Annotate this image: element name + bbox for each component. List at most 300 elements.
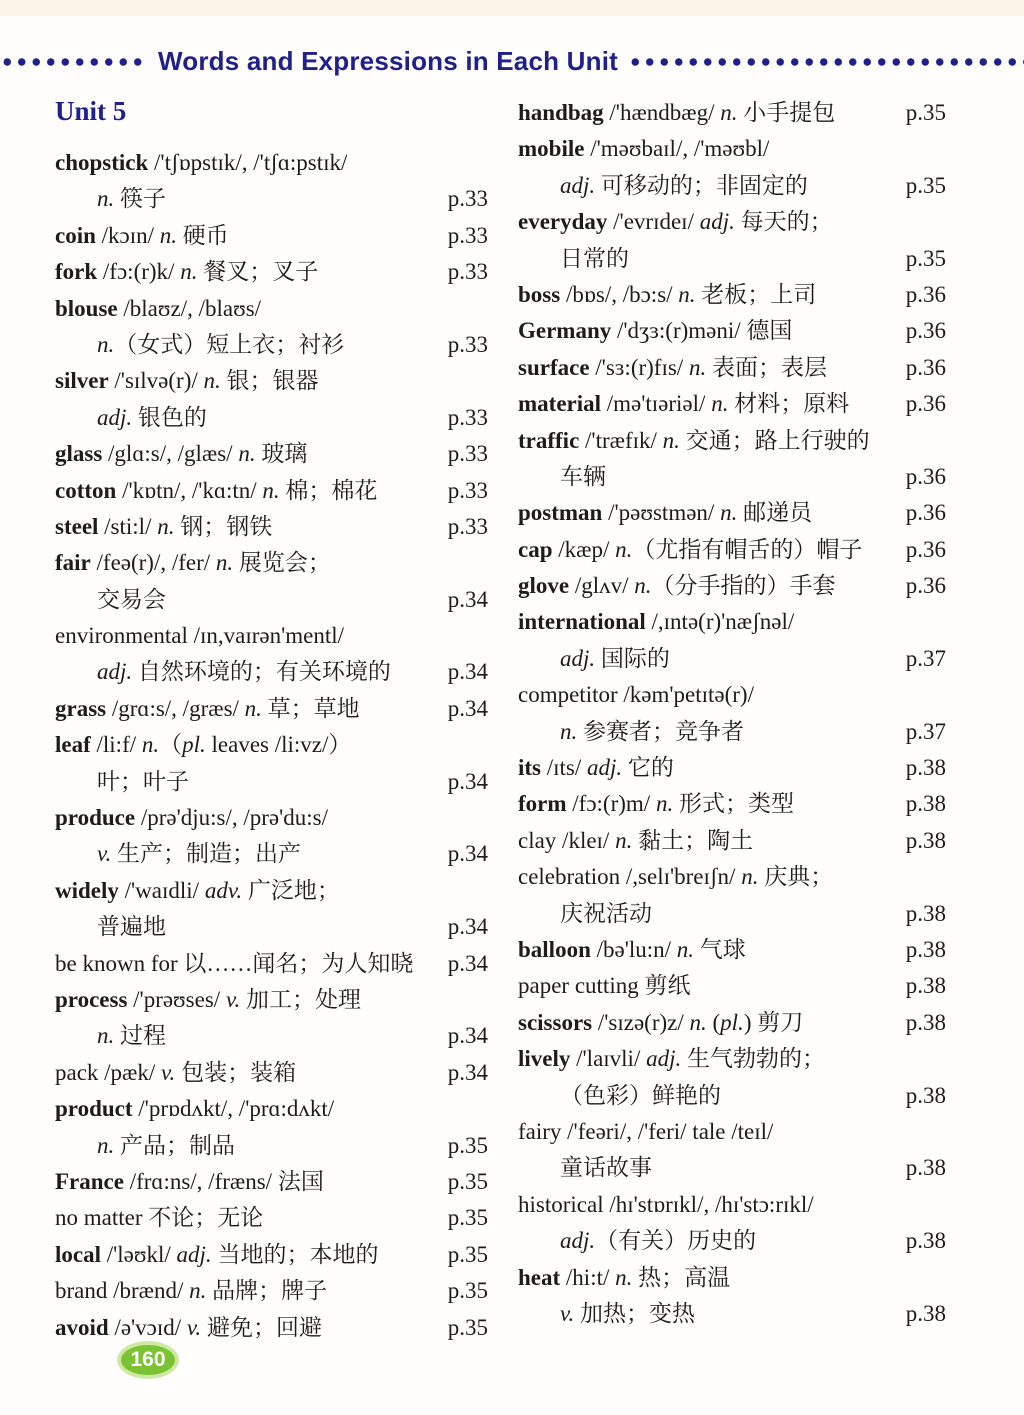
- page-number-badge: [117, 1341, 179, 1379]
- entry-detail: 硬币: [177, 222, 229, 248]
- entry-text: [55, 836, 301, 872]
- entry-text: [518, 823, 753, 859]
- word-line: [518, 1150, 946, 1186]
- entry-word: steel: [55, 513, 99, 539]
- entry-word: grass: [55, 695, 107, 721]
- entry-text: [55, 873, 340, 909]
- entry-word: lively: [518, 1046, 571, 1072]
- entry-detail: /,ɪntə(r)'næʃnəl/: [645, 609, 795, 635]
- entry-text: [55, 145, 347, 181]
- word-line: [518, 1260, 946, 1296]
- entry-detail: 加工；处理: [240, 986, 361, 1012]
- entry-text: [518, 604, 794, 640]
- entry-detail: 银色的: [132, 404, 207, 430]
- entry-text: [55, 181, 166, 217]
- entry-detail: 品牌；牌子: [206, 1278, 328, 1304]
- word-line: [55, 254, 488, 290]
- entry-detail: 老板；上司: [695, 281, 817, 307]
- entry-detail: 餐叉；叉子: [197, 259, 319, 285]
- entry-detail: /'prəʊses/: [127, 986, 226, 1012]
- entry-word: fork: [55, 259, 98, 285]
- entry-text: [518, 423, 870, 459]
- entry-detail: /'dʒɜ:(r)məni/ 德国: [611, 318, 793, 344]
- word-line: [518, 386, 946, 422]
- page-ref: p.33: [447, 477, 488, 503]
- entry-text: [518, 677, 754, 713]
- word-line: [55, 509, 488, 545]
- entry-text: [55, 363, 319, 399]
- part-of-speech: n.: [655, 791, 674, 817]
- entry-text: [518, 350, 827, 386]
- unit-heading: Unit 5: [55, 96, 127, 126]
- entry-detail: 生气勃勃的；: [681, 1046, 825, 1072]
- entry-detail: 形式；类型: [673, 791, 794, 817]
- word-line: [518, 495, 946, 531]
- page-ref: p.35: [447, 1278, 488, 1304]
- word-line: [55, 1128, 488, 1164]
- word-line: [55, 1200, 488, 1236]
- entry-detail: ) 剪刀: [743, 1009, 804, 1035]
- entry-detail: 材料；原料: [728, 391, 850, 417]
- entry-text: [518, 495, 812, 531]
- entry-word: blouse: [55, 295, 118, 321]
- entry-detail: /feə(r)/, /fer/: [90, 550, 216, 576]
- word-line: [55, 327, 488, 363]
- word-line: [518, 95, 946, 131]
- entry-text: [55, 1164, 324, 1200]
- entry-text: [518, 313, 792, 349]
- word-line: [518, 1041, 946, 1077]
- page-ref: p.36: [905, 500, 946, 526]
- part-of-speech: n.: [662, 427, 680, 453]
- entry-detail: 广泛地；: [242, 877, 340, 903]
- word-line: [55, 436, 488, 472]
- word-list-right: [518, 95, 946, 1332]
- page-ref: p.37: [905, 718, 946, 744]
- entry-detail: 普遍地: [97, 914, 166, 940]
- entry-detail: 棉；棉花: [279, 477, 378, 503]
- part-of-speech: n.: [97, 186, 115, 212]
- page-ref: p.36: [905, 281, 946, 307]
- word-line: [55, 545, 488, 581]
- page-ref: p.38: [905, 755, 946, 781]
- entry-detail: 筷子: [114, 186, 166, 212]
- entry-word: silver: [55, 368, 109, 394]
- entry-detail: no matter 不论；无论: [55, 1205, 264, 1231]
- part-of-speech: n.: [615, 827, 633, 853]
- entry-detail: paper cutting 剪纸: [518, 973, 691, 999]
- entry-detail: 包装；装箱: [175, 1059, 297, 1085]
- entry-detail: be known for 以……闻名；为人知晓: [55, 950, 414, 976]
- page-ref: p.35: [447, 1205, 488, 1231]
- entry-detail: 当地的；本地的: [211, 1241, 379, 1267]
- part-of-speech: n.: [97, 1023, 115, 1049]
- word-line: [518, 168, 946, 204]
- entry-detail: environmental /ɪn,vaɪrən'mentl/: [55, 623, 345, 649]
- page-ref: p.38: [905, 1082, 946, 1108]
- entry-text: [55, 909, 166, 945]
- entry-detail: 邮递员: [737, 500, 813, 526]
- part-of-speech: n.: [141, 732, 160, 758]
- entry-detail: /frɑ:ns/, /fræns/ 法国: [123, 1168, 324, 1194]
- entry-detail: /'prɒdʌkt/, /'prɑ:dʌkt/: [132, 1096, 335, 1122]
- entry-text: [518, 968, 690, 1004]
- entry-word: process: [55, 986, 128, 1012]
- entry-word: heat: [518, 1264, 561, 1290]
- page-header: [0, 46, 1024, 77]
- entry-detail: 过程: [114, 1023, 166, 1049]
- entry-text: [55, 764, 189, 800]
- left-column: [55, 92, 488, 1346]
- part-of-speech: n.: [159, 222, 178, 248]
- right-column: [518, 95, 946, 1332]
- page-ref: p.38: [905, 973, 946, 999]
- part-of-speech: adj.: [97, 404, 133, 430]
- word-line: [518, 423, 946, 459]
- page-ref: p.36: [905, 573, 946, 599]
- page-ref: p.33: [447, 441, 488, 467]
- part-of-speech: adj.: [176, 1241, 212, 1267]
- page-ref: p.33: [447, 404, 488, 430]
- entry-text: [518, 1114, 773, 1150]
- entry-word: leaf: [55, 732, 91, 758]
- entry-word: fair: [55, 550, 91, 576]
- word-line: [55, 473, 488, 509]
- part-of-speech: pl.: [720, 1009, 744, 1035]
- entry-detail: 自然环境的；有关环境的: [132, 659, 391, 685]
- part-of-speech: n.: [203, 368, 221, 394]
- page-top-edge: [0, 0, 1024, 16]
- word-line: [518, 786, 946, 822]
- part-of-speech: adj.: [560, 1228, 596, 1254]
- entry-word: balloon: [518, 936, 591, 962]
- part-of-speech: pl.: [182, 732, 206, 758]
- page-ref: p.34: [447, 950, 488, 976]
- entry-text: [55, 218, 229, 254]
- entry-detail: 国际的: [595, 645, 670, 671]
- entry-detail: /'hændbæg/: [603, 100, 721, 125]
- entry-text: [518, 568, 836, 604]
- dotted-rule-right: [628, 57, 1024, 67]
- part-of-speech: n.: [678, 281, 696, 307]
- word-line: [518, 750, 946, 786]
- entry-detail: 黏土；陶土: [632, 827, 754, 853]
- entry-text: [518, 750, 674, 786]
- page-ref: p.36: [905, 463, 946, 489]
- page-ref: p.35: [905, 100, 946, 125]
- entry-word: material: [518, 391, 602, 417]
- page-ref: p.34: [447, 841, 488, 867]
- entry-text: [518, 714, 744, 750]
- word-line: [55, 1091, 488, 1127]
- word-line: [55, 1055, 488, 1091]
- entry-text: [518, 1187, 814, 1223]
- word-line: [518, 896, 946, 932]
- part-of-speech: adv.: [204, 877, 243, 903]
- entry-word: traffic: [518, 427, 580, 453]
- entry-detail: 车辆: [560, 463, 606, 489]
- page-ref: p.36: [905, 391, 946, 417]
- entry-text: [518, 532, 862, 568]
- entry-detail: 玻璃: [255, 441, 308, 467]
- page-ref: p.38: [905, 791, 946, 817]
- entry-detail: 它的: [622, 755, 674, 781]
- word-line: [55, 400, 488, 436]
- entry-detail: 产品；制品: [114, 1132, 235, 1158]
- word-line: [518, 1078, 946, 1114]
- entry-detail: celebration /,selɪ'breɪʃn/: [518, 864, 742, 890]
- entry-detail: 热；高温: [632, 1264, 731, 1290]
- entry-text: [55, 1273, 327, 1309]
- entry-detail: /hi:t/: [560, 1264, 616, 1290]
- part-of-speech: adj.: [97, 659, 133, 685]
- entry-text: [55, 1200, 263, 1236]
- entry-text: [518, 459, 606, 495]
- entry-word: everyday: [518, 209, 608, 235]
- entry-text: [55, 1128, 235, 1164]
- entry-word: glass: [55, 441, 103, 467]
- part-of-speech: n.: [720, 500, 738, 526]
- entry-detail: /'pəʊstmən/: [602, 500, 721, 526]
- entry-word: boss: [518, 281, 561, 307]
- part-of-speech: n.: [97, 1132, 115, 1158]
- page-ref: p.38: [905, 1228, 946, 1254]
- entry-word: international: [518, 609, 646, 635]
- entry-text: [55, 1055, 296, 1091]
- entry-text: [518, 1041, 825, 1077]
- entry-detail: 银；银器: [220, 368, 319, 394]
- entry-detail: （色彩）鲜艳的: [560, 1082, 721, 1108]
- entry-text: [55, 545, 331, 581]
- entry-text: [518, 204, 833, 240]
- entry-detail: /sti:l/: [98, 513, 158, 539]
- entry-detail: 叶；叶子: [97, 768, 189, 794]
- word-line: [518, 641, 946, 677]
- word-line: [518, 932, 946, 968]
- word-line: [518, 714, 946, 750]
- entry-text: [55, 691, 360, 727]
- part-of-speech: n.: [262, 477, 280, 503]
- entry-detail: 可移动的；非固定的: [595, 172, 808, 198]
- word-line: [518, 204, 946, 240]
- entry-detail: /'laɪvli/: [570, 1046, 647, 1072]
- entry-detail: 每天的；: [734, 209, 833, 235]
- page-number: 160: [130, 1348, 166, 1371]
- entry-word: avoid: [55, 1314, 109, 1340]
- word-line: [55, 909, 488, 945]
- entry-text: [55, 618, 344, 654]
- word-line: [55, 218, 488, 254]
- word-line: [518, 823, 946, 859]
- entry-word: France: [55, 1168, 124, 1194]
- word-line: [55, 1237, 488, 1273]
- entry-word: local: [55, 1241, 101, 1267]
- word-line: [518, 241, 946, 277]
- part-of-speech: n.: [615, 1264, 633, 1290]
- entry-detail: （: [159, 732, 183, 758]
- entry-word: glove: [518, 573, 570, 599]
- word-line: [518, 568, 946, 604]
- entry-word: Germany: [518, 318, 612, 344]
- entry-detail: /'sɜ:(r)fɪs/: [589, 354, 689, 380]
- entry-detail: （有关）历史的: [595, 1228, 757, 1254]
- entry-detail: 庆典；: [758, 864, 834, 890]
- page-ref: p.38: [905, 1300, 946, 1326]
- entry-text: [55, 582, 166, 618]
- entry-word: surface: [518, 354, 590, 380]
- part-of-speech: n.: [741, 864, 759, 890]
- entry-detail: /li:f/: [90, 732, 142, 758]
- word-line: [55, 654, 488, 690]
- entry-word: widely: [55, 877, 119, 903]
- entry-word: postman: [518, 500, 603, 526]
- entry-text: [55, 727, 351, 763]
- entry-text: [55, 1091, 334, 1127]
- entry-detail: 气球: [694, 936, 746, 962]
- entry-detail: /fɔ:(r)m/: [566, 791, 656, 817]
- entry-detail: competitor /kəm'petɪtə(r)/: [518, 682, 754, 708]
- word-line: [518, 532, 946, 568]
- entry-text: [55, 400, 207, 436]
- entry-detail: 庆祝活动: [560, 900, 652, 926]
- entry-detail: （尤指有帽舌的）帽子: [632, 536, 863, 562]
- entry-word: chopstick: [55, 150, 149, 175]
- entry-word: its: [518, 755, 541, 781]
- entry-detail: /'tʃɒpstɪk/, /'tʃɑ:pstɪk/: [148, 150, 348, 175]
- entry-detail: /blaʊz/, /blaʊs/: [117, 295, 262, 321]
- entry-detail: /'waɪdli/: [118, 877, 205, 903]
- entry-detail: /glʌv/: [569, 573, 635, 599]
- entry-text: [518, 168, 808, 204]
- entry-word: mobile: [518, 136, 585, 162]
- page-ref: p.35: [905, 172, 946, 198]
- page-ref: p.34: [447, 768, 488, 794]
- entry-detail: /'evrɪdeɪ/: [607, 209, 700, 235]
- word-line: [55, 618, 488, 654]
- entry-text: [518, 932, 746, 968]
- entry-text: [55, 473, 377, 509]
- entry-detail: （女式）短上衣；衬衫: [114, 331, 345, 357]
- page-ref: p.33: [447, 331, 488, 357]
- entry-word: coin: [55, 222, 96, 248]
- page-ref: p.36: [905, 354, 946, 380]
- entry-text: [518, 1260, 730, 1296]
- entry-word: cap: [518, 536, 553, 562]
- page-ref: p.38: [905, 936, 946, 962]
- part-of-speech: n.: [238, 441, 256, 467]
- entry-text: [518, 896, 652, 932]
- entry-detail: 草；草地: [261, 695, 360, 721]
- word-line: [55, 982, 488, 1018]
- entry-detail: 小手提包: [737, 100, 836, 125]
- entry-detail: /'sɪlvə(r)/: [108, 368, 204, 394]
- entry-text: [518, 1296, 695, 1332]
- part-of-speech: adj.: [587, 755, 623, 781]
- entry-detail: clay /kleɪ/: [518, 827, 616, 853]
- entry-word: handbag: [518, 100, 604, 125]
- word-line: [55, 1164, 488, 1200]
- page-ref: p.34: [447, 586, 488, 612]
- page-ref: p.37: [905, 645, 946, 671]
- part-of-speech: v.: [186, 1314, 202, 1340]
- entry-text: [518, 241, 629, 277]
- part-of-speech: n.: [157, 513, 175, 539]
- part-of-speech: adj.: [560, 172, 596, 198]
- part-of-speech: n.: [244, 695, 262, 721]
- word-line: [55, 1018, 488, 1054]
- entry-text: [55, 800, 328, 836]
- part-of-speech: n.: [180, 259, 198, 285]
- entry-detail: /'sɪzə(r)z/: [592, 1009, 690, 1035]
- entry-detail: （分手指的）手套: [651, 573, 836, 599]
- part-of-speech: n.: [711, 391, 729, 417]
- entry-text: [55, 327, 344, 363]
- word-line: [55, 291, 488, 327]
- word-line: [55, 181, 488, 217]
- page-ref: p.35: [447, 1132, 488, 1158]
- entry-word: cotton: [55, 477, 117, 503]
- page-ref: p.38: [905, 827, 946, 853]
- entry-text: [55, 254, 318, 290]
- part-of-speech: n.: [720, 100, 738, 125]
- entry-detail: leaves /li:vz/）: [205, 732, 352, 758]
- entry-text: [55, 946, 413, 982]
- entry-detail: 表面；表层: [706, 354, 827, 380]
- word-line: [518, 1114, 946, 1150]
- entry-word: produce: [55, 805, 136, 831]
- word-line: [518, 459, 946, 495]
- word-line: [55, 1273, 488, 1309]
- entry-detail: /'kɒtn/, /'kɑ:tn/: [116, 477, 263, 503]
- entry-detail: 加热；变热: [574, 1300, 696, 1326]
- word-line: [518, 604, 946, 640]
- page-ref: p.34: [447, 695, 488, 721]
- word-line: [55, 800, 488, 836]
- word-line: [55, 145, 488, 181]
- word-line: [518, 677, 946, 713]
- entry-detail: /'træfɪk/: [579, 427, 663, 453]
- entry-detail: 参赛者；竞争者: [577, 718, 744, 744]
- entry-detail: pack /pæk/: [55, 1059, 162, 1085]
- entry-text: [518, 386, 849, 422]
- word-line: [518, 313, 946, 349]
- entry-detail: /fɔ:(r)k/: [97, 259, 181, 285]
- part-of-speech: n.: [215, 550, 234, 576]
- word-line: [518, 1187, 946, 1223]
- part-of-speech: n.: [97, 331, 115, 357]
- entry-text: [518, 277, 816, 313]
- entry-detail: /ɪts/: [541, 755, 588, 781]
- part-of-speech: n.: [634, 573, 652, 599]
- word-line: [55, 727, 488, 763]
- entry-text: [518, 859, 833, 895]
- entry-detail: (: [706, 1009, 721, 1035]
- part-of-speech: adj.: [646, 1046, 682, 1072]
- entry-text: [55, 436, 307, 472]
- word-line: [518, 350, 946, 386]
- word-line: [518, 968, 946, 1004]
- entry-text: [55, 1237, 378, 1273]
- word-line: [55, 836, 488, 872]
- word-line: [55, 946, 488, 982]
- word-line: [55, 1310, 488, 1346]
- entry-detail: 展览会；: [233, 550, 331, 576]
- entry-detail: /'ləʊkl/: [101, 1241, 177, 1267]
- entry-word: product: [55, 1096, 133, 1122]
- entry-text: [55, 1018, 166, 1054]
- page-ref: p.36: [905, 318, 946, 344]
- page-ref: p.35: [905, 245, 946, 271]
